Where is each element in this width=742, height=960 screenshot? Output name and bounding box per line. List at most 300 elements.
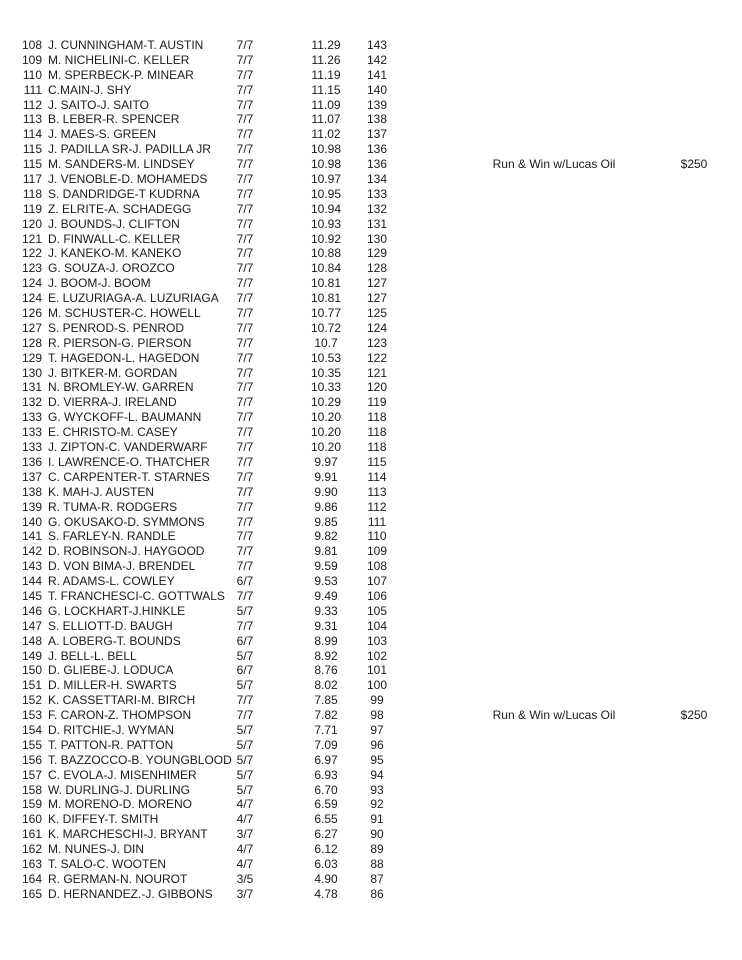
team-cell: F. CARON-Z. THOMPSON <box>48 708 192 723</box>
score-cell: 7.71 <box>314 722 338 737</box>
team-cell: K. MAH-J. AUSTEN <box>48 484 155 499</box>
score-cell: 6.12 <box>314 842 338 857</box>
award-cell <box>474 306 634 321</box>
table-row <box>0 872 742 887</box>
table-row <box>0 83 742 98</box>
rank-cell: 119 <box>22 201 42 216</box>
table-row <box>0 440 742 455</box>
amount-cell <box>664 529 724 544</box>
rank-cell: 142 <box>21 544 42 559</box>
races-cell: 7/7 <box>236 425 254 440</box>
table-row <box>0 842 742 857</box>
team-cell: S. PENROD-S. PENROD <box>48 320 185 335</box>
score-cell: 11.29 <box>311 38 341 52</box>
races-cell: 7/7 <box>236 708 254 723</box>
table-row <box>0 604 742 619</box>
amount-cell <box>664 678 724 693</box>
amount-cell <box>664 738 724 753</box>
score-cell: 10.20 <box>310 440 342 455</box>
team-cell: D. HERNANDEZ.-J. GIBBONS <box>48 886 213 901</box>
team-cell: J. KANEKO-M. KANEKO <box>48 246 182 261</box>
table-row <box>0 693 742 708</box>
score-cell: 9.31 <box>314 618 338 633</box>
award-cell <box>474 38 634 53</box>
team-cell: J. CUNNINGHAM-T. AUSTIN <box>48 38 204 52</box>
points-cell: 141 <box>366 67 388 82</box>
score-cell: 8.92 <box>314 648 338 663</box>
award-cell <box>474 678 634 693</box>
award-cell <box>474 127 634 142</box>
points-cell: 122 <box>366 350 388 365</box>
rank-cell: 157 <box>21 767 42 782</box>
score-cell: 7.09 <box>314 737 338 752</box>
races-cell: 4/7 <box>236 856 254 871</box>
races-cell: 7/7 <box>236 67 254 82</box>
amount-cell <box>664 783 724 798</box>
award-cell <box>474 291 634 306</box>
rank-cell: 113 <box>22 112 42 127</box>
amount-cell <box>664 753 724 768</box>
races-cell: 5/7 <box>236 737 254 752</box>
points-cell: 94 <box>370 767 384 782</box>
award-cell <box>474 246 634 261</box>
points-cell: 134 <box>366 172 388 187</box>
score-cell: 9.91 <box>314 469 338 484</box>
table-row <box>0 753 742 768</box>
rank-cell: 121 <box>21 231 42 246</box>
amount-cell <box>664 857 724 872</box>
amount-cell <box>664 351 724 366</box>
score-cell: 9.86 <box>314 499 338 514</box>
points-cell: 112 <box>367 499 387 514</box>
award-cell <box>474 753 634 768</box>
award-cell: Run & Win w/Lucas Oil <box>492 708 616 723</box>
amount-cell <box>664 768 724 783</box>
table-row <box>0 783 742 798</box>
races-cell: 7/7 <box>236 335 254 350</box>
rank-cell: 150 <box>21 663 42 678</box>
team-cell: D. FINWALL-C. KELLER <box>48 231 181 246</box>
award-cell <box>474 351 634 366</box>
team-cell: D. VIERRA-J. IRELAND <box>48 395 177 410</box>
rank-cell: 123 <box>21 261 42 276</box>
points-cell: 136 <box>366 142 388 157</box>
races-cell: 7/7 <box>236 231 254 246</box>
team-cell: J. BELL-L. BELL <box>48 648 137 663</box>
races-cell: 7/7 <box>236 544 254 559</box>
table-row <box>0 515 742 530</box>
points-cell: 131 <box>366 216 388 231</box>
amount-cell <box>664 589 724 604</box>
score-cell: 9.53 <box>314 574 338 589</box>
team-cell: M. SPERBECK-P. MINEAR <box>48 67 194 82</box>
table-row <box>0 812 742 827</box>
races-cell: 7/7 <box>236 52 254 67</box>
team-cell: R. GERMAN-N. NOUROT <box>48 871 188 886</box>
table-row <box>0 857 742 872</box>
amount-cell <box>664 53 724 68</box>
rank-cell: 118 <box>22 186 42 201</box>
races-cell: 5/7 <box>236 782 254 797</box>
award-cell <box>474 68 634 83</box>
amount-cell <box>664 485 724 500</box>
team-cell: R. ADAMS-L. COWLEY <box>48 574 175 589</box>
races-cell: 7/7 <box>236 395 254 410</box>
award-cell <box>474 455 634 470</box>
rank-cell: 165 <box>21 886 42 901</box>
rank-cell: 131 <box>21 380 42 395</box>
points-cell: 118 <box>367 410 387 425</box>
table-row <box>0 708 742 723</box>
amount-cell <box>664 634 724 649</box>
team-cell: G. LOCKHART-J.HINKLE <box>48 603 186 618</box>
amount-cell <box>664 515 724 530</box>
table-row <box>0 768 742 783</box>
score-cell: 4.90 <box>314 871 338 886</box>
rank-cell: 140 <box>21 514 42 529</box>
table-row <box>0 529 742 544</box>
points-cell: 104 <box>366 618 388 633</box>
points-cell: 127 <box>366 276 388 291</box>
score-cell: 10.93 <box>310 216 342 231</box>
races-cell: 7/7 <box>236 514 254 529</box>
team-cell: D. RITCHIE-J. WYMAN <box>48 722 174 737</box>
table-row <box>0 127 742 142</box>
score-cell: 9.85 <box>314 514 338 529</box>
award-cell <box>474 380 634 395</box>
award-cell: Run & Win w/Lucas Oil <box>492 157 616 172</box>
races-cell: 5/7 <box>236 752 254 767</box>
award-cell <box>474 366 634 381</box>
team-cell: K. DIFFEY-T. SMITH <box>48 812 159 827</box>
rank-cell: 160 <box>21 812 42 827</box>
amount-cell <box>664 68 724 83</box>
amount-cell <box>664 574 724 589</box>
points-cell: 109 <box>366 544 388 559</box>
races-cell: 7/7 <box>236 112 254 127</box>
team-cell: Z. ELRITE-A. SCHADEGG <box>48 201 192 216</box>
award-cell <box>474 410 634 425</box>
award-cell <box>474 544 634 559</box>
amount-cell <box>664 172 724 187</box>
score-cell: 10.29 <box>310 395 342 410</box>
points-cell: 118 <box>367 440 387 455</box>
table-row <box>0 663 742 678</box>
rank-cell: 139 <box>21 499 42 514</box>
team-cell: M. SCHUSTER-C. HOWELL <box>48 306 201 321</box>
team-cell: G. SOUZA-J. OROZCO <box>48 261 175 276</box>
races-cell: 5/7 <box>236 678 254 693</box>
score-cell: 10.95 <box>310 186 342 201</box>
team-cell: C.MAIN-J. SHY <box>48 82 132 97</box>
amount-cell <box>664 38 724 53</box>
team-cell: J. BOUNDS-J. CLIFTON <box>48 216 180 231</box>
rank-cell: 137 <box>21 469 42 484</box>
points-cell: 98 <box>370 708 384 723</box>
award-cell <box>474 768 634 783</box>
rank-cell: 124 <box>21 276 42 291</box>
award-cell <box>474 827 634 842</box>
team-cell: G. WYCKOFF-L. BAUMANN <box>48 410 202 425</box>
amount-cell <box>664 127 724 142</box>
award-cell <box>474 529 634 544</box>
rank-cell: 138 <box>21 484 42 499</box>
amount-cell <box>664 261 724 276</box>
score-cell: 6.27 <box>314 827 338 842</box>
award-cell <box>474 797 634 812</box>
points-cell: 86 <box>370 886 384 901</box>
races-cell: 7/7 <box>236 201 254 216</box>
points-cell: 118 <box>367 425 387 440</box>
points-cell: 129 <box>366 246 388 261</box>
score-cell: 6.97 <box>314 752 338 767</box>
points-cell: 132 <box>366 201 388 216</box>
score-cell: 10.81 <box>310 291 342 306</box>
points-cell: 108 <box>366 559 388 574</box>
amount-cell <box>664 663 724 678</box>
rank-cell: 124 <box>21 291 42 306</box>
races-cell: 4/7 <box>236 842 254 857</box>
amount-cell <box>664 500 724 515</box>
points-cell: 90 <box>370 827 384 842</box>
amount-cell <box>664 440 724 455</box>
award-cell <box>474 887 634 902</box>
amount-cell: $250 <box>680 708 708 723</box>
amount-cell <box>664 649 724 664</box>
races-cell: 7/7 <box>236 454 254 469</box>
rank-cell: 154 <box>21 722 42 737</box>
team-cell: C. EVOLA-J. MISENHIMER <box>48 767 197 782</box>
award-cell <box>474 559 634 574</box>
table-row <box>0 261 742 276</box>
rank-cell: 133 <box>21 425 42 440</box>
rank-cell: 108 <box>21 38 42 52</box>
points-cell: 123 <box>366 335 388 350</box>
races-cell: 7/7 <box>236 484 254 499</box>
award-cell <box>474 202 634 217</box>
team-cell: J. BITKER-M. GORDAN <box>48 365 178 380</box>
amount-cell <box>664 395 724 410</box>
amount-cell <box>664 619 724 634</box>
points-cell: 107 <box>366 574 388 589</box>
amount-cell <box>664 98 724 113</box>
amount-cell <box>664 306 724 321</box>
amount-cell <box>664 410 724 425</box>
points-cell: 138 <box>366 112 388 127</box>
rank-cell: 129 <box>21 350 42 365</box>
award-cell <box>474 738 634 753</box>
rank-cell: 132 <box>21 395 42 410</box>
amount-cell <box>664 544 724 559</box>
races-cell: 3/7 <box>236 827 254 842</box>
rank-cell: 109 <box>21 52 42 67</box>
rank-cell: 127 <box>21 320 42 335</box>
table-row <box>0 797 742 812</box>
table-row <box>0 68 742 83</box>
points-cell: 88 <box>370 856 384 871</box>
score-cell: 8.99 <box>314 633 338 648</box>
table-row <box>0 410 742 425</box>
award-cell <box>474 723 634 738</box>
team-cell: J. PADILLA SR-J. PADILLA JR <box>48 142 211 157</box>
score-cell: 10.98 <box>310 157 342 172</box>
table-row <box>0 217 742 232</box>
team-cell: G. OKUSAKO-D. SYMMONS <box>48 514 205 529</box>
points-cell: 143 <box>366 38 388 52</box>
amount-cell <box>664 604 724 619</box>
amount-cell <box>664 321 724 336</box>
award-cell <box>474 812 634 827</box>
points-cell: 133 <box>366 186 388 201</box>
races-cell: 7/7 <box>236 216 254 231</box>
points-cell: 127 <box>366 291 388 306</box>
award-cell <box>474 634 634 649</box>
team-cell: T. BAZZOCCO-B. YOUNGBLOOD <box>48 752 232 767</box>
table-row <box>0 395 742 410</box>
team-cell: D. GLIEBE-J. LODUCA <box>48 663 174 678</box>
points-cell: 142 <box>366 52 388 67</box>
races-cell: 7/7 <box>236 559 254 574</box>
table-row <box>0 559 742 574</box>
races-cell: 5/7 <box>236 648 254 663</box>
races-cell: 7/7 <box>236 320 254 335</box>
points-cell: 125 <box>366 306 388 321</box>
table-row <box>0 574 742 589</box>
points-cell: 120 <box>366 380 388 395</box>
races-cell: 4/7 <box>236 812 254 827</box>
table-row <box>0 291 742 306</box>
award-cell <box>474 783 634 798</box>
score-cell: 10.97 <box>310 172 342 187</box>
award-cell <box>474 336 634 351</box>
award-cell <box>474 604 634 619</box>
rank-cell: 156 <box>21 752 42 767</box>
score-cell: 11.19 <box>311 67 341 82</box>
award-cell <box>474 485 634 500</box>
score-cell: 8.02 <box>314 678 338 693</box>
amount-cell <box>664 693 724 708</box>
amount-cell <box>664 455 724 470</box>
points-cell: 111 <box>367 514 387 529</box>
score-cell: 9.82 <box>314 529 338 544</box>
rank-cell: 111 <box>23 82 42 97</box>
table-row <box>0 470 742 485</box>
races-cell: 7/7 <box>236 127 254 142</box>
table-row <box>0 589 742 604</box>
rank-cell: 163 <box>21 856 42 871</box>
amount-cell <box>664 723 724 738</box>
team-cell: T. SALO-C. WOOTEN <box>48 856 167 871</box>
score-cell: 6.03 <box>314 856 338 871</box>
amount-cell <box>664 246 724 261</box>
races-cell: 7/7 <box>236 365 254 380</box>
score-cell: 11.26 <box>311 52 341 67</box>
points-cell: 106 <box>366 588 388 603</box>
rank-cell: 110 <box>22 67 42 82</box>
award-cell <box>474 425 634 440</box>
team-cell: J. MAES-S. GREEN <box>48 127 157 142</box>
team-cell: J. SAITO-J. SAITO <box>48 97 149 112</box>
score-cell: 6.55 <box>314 812 338 827</box>
score-cell: 6.70 <box>314 782 338 797</box>
results-table <box>0 38 742 902</box>
rank-cell: 126 <box>21 306 42 321</box>
table-row <box>0 425 742 440</box>
team-cell: A. LOBERG-T. BOUNDS <box>48 633 181 648</box>
table-row <box>0 202 742 217</box>
team-cell: C. CARPENTER-T. STARNES <box>48 469 210 484</box>
races-cell: 7/7 <box>236 82 254 97</box>
rank-cell: 128 <box>21 335 42 350</box>
rank-cell: 162 <box>21 842 42 857</box>
rank-cell: 148 <box>21 633 42 648</box>
award-cell <box>474 261 634 276</box>
team-cell: J. BOOM-J. BOOM <box>48 276 151 291</box>
award-cell <box>474 172 634 187</box>
races-cell: 7/7 <box>236 693 254 708</box>
team-cell: R. TUMA-R. RODGERS <box>48 499 178 514</box>
amount-cell <box>664 336 724 351</box>
amount-cell <box>664 425 724 440</box>
award-cell <box>474 187 634 202</box>
points-cell: 110 <box>367 529 387 544</box>
rank-cell: 146 <box>21 603 42 618</box>
table-row <box>0 276 742 291</box>
score-cell: 9.33 <box>314 603 338 618</box>
points-cell: 121 <box>366 365 388 380</box>
points-cell: 97 <box>370 722 384 737</box>
team-cell: B. LEBER-R. SPENCER <box>48 112 180 127</box>
award-cell <box>474 574 634 589</box>
races-cell: 6/7 <box>236 574 254 589</box>
score-cell: 9.97 <box>314 454 338 469</box>
table-row <box>0 634 742 649</box>
rank-cell: 152 <box>21 693 42 708</box>
team-cell: S. ELLIOTT-D. BAUGH <box>48 618 173 633</box>
rank-cell: 158 <box>21 782 42 797</box>
table-row <box>0 500 742 515</box>
amount-cell <box>664 232 724 247</box>
team-cell: S. FARLEY-N. RANDLE <box>48 529 176 544</box>
races-cell: 4/7 <box>236 797 254 812</box>
team-cell: K. MARCHESCHI-J. BRYANT <box>48 827 208 842</box>
award-cell <box>474 842 634 857</box>
score-cell: 10.72 <box>310 320 342 335</box>
table-row <box>0 142 742 157</box>
table-row <box>0 738 742 753</box>
races-cell: 6/7 <box>236 663 254 678</box>
team-cell: K. CASSETTARI-M. BIRCH <box>48 693 196 708</box>
score-cell: 6.59 <box>314 797 338 812</box>
points-cell: 99 <box>370 693 384 708</box>
award-cell <box>474 500 634 515</box>
score-cell: 10.84 <box>310 261 342 276</box>
score-cell: 11.15 <box>311 82 341 97</box>
team-cell: M. SANDERS-M. LINDSEY <box>48 157 195 172</box>
rank-cell: 144 <box>21 574 42 589</box>
rank-cell: 136 <box>21 454 42 469</box>
team-cell: R. PIERSON-G. PIERSON <box>48 335 192 350</box>
award-cell <box>474 142 634 157</box>
table-row <box>0 53 742 68</box>
team-cell: T. HAGEDON-L. HAGEDON <box>48 350 200 365</box>
score-cell: 10.53 <box>310 350 342 365</box>
amount-cell <box>664 366 724 381</box>
table-row <box>0 366 742 381</box>
team-cell: D. ROBINSON-J. HAYGOOD <box>48 544 205 559</box>
award-cell <box>474 649 634 664</box>
races-cell: 7/7 <box>236 142 254 157</box>
